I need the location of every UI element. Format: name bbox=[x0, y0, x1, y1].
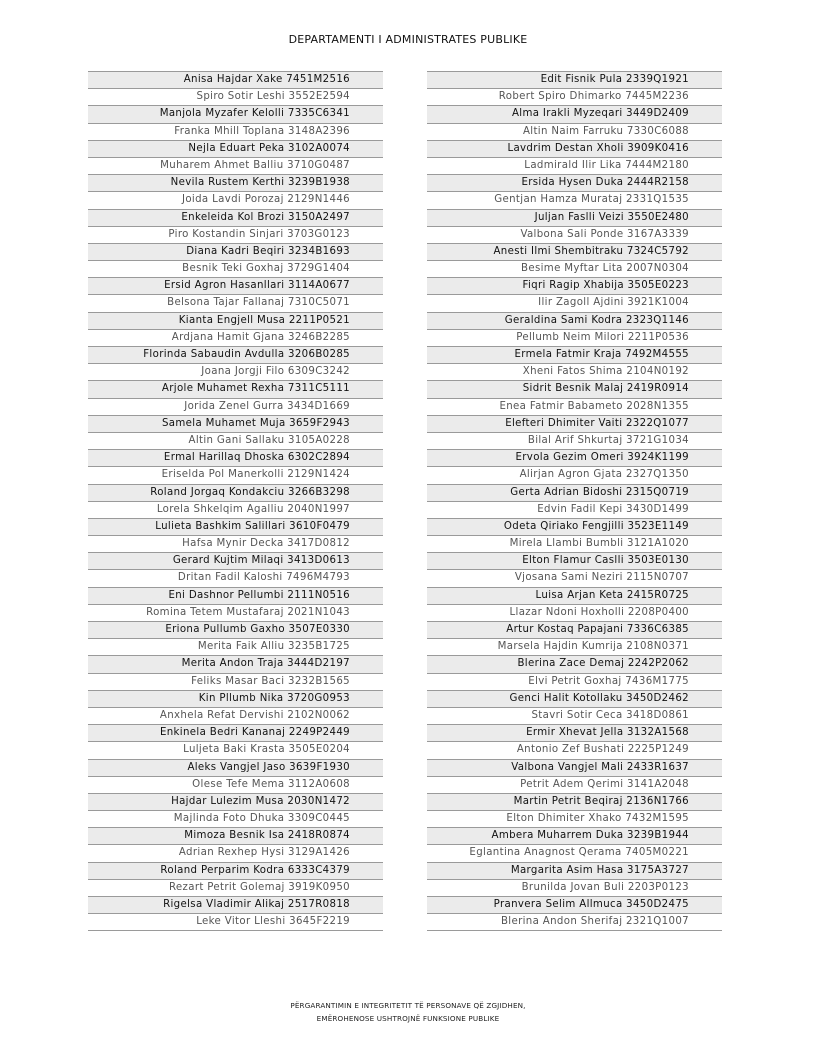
list-item: Romina Tetem Mustafaraj 2021N1043 bbox=[88, 605, 383, 622]
list-item: Besime Myftar Lita 2007N0304 bbox=[427, 261, 722, 278]
list-item: Merita Faik Alliu 3235B1725 bbox=[88, 639, 383, 656]
list-item: Roland Perparim Kodra 6333C4379 bbox=[88, 863, 383, 880]
list-item: Gentjan Hamza Murataj 2331Q1535 bbox=[427, 192, 722, 209]
list-item: Lavdrim Destan Xholi 3909K0416 bbox=[427, 141, 722, 158]
list-item: Kianta Engjell Musa 2211P0521 bbox=[88, 313, 383, 330]
list-item: Genci Halit Kotollaku 3450D2462 bbox=[427, 691, 722, 708]
list-item: Joana Jorgji Filo 6309C3242 bbox=[88, 364, 383, 381]
list-item: Adrian Rexhep Hysi 3129A1426 bbox=[88, 845, 383, 862]
list-item: Besnik Teki Goxhaj 3729G1404 bbox=[88, 261, 383, 278]
list-item: Antonio Zef Bushati 2225P1249 bbox=[427, 742, 722, 759]
list-item: Ladmirald Ilir Lika 7444M2180 bbox=[427, 158, 722, 175]
list-item: Petrit Adem Qerimi 3141A2048 bbox=[427, 777, 722, 794]
list-item: Juljan Faslli Veizi 3550E2480 bbox=[427, 210, 722, 227]
list-item: Blerina Zace Demaj 2242P2062 bbox=[427, 656, 722, 673]
list-item: Fiqri Ragip Xhabija 3505E0223 bbox=[427, 278, 722, 295]
list-item: Elefteri Dhimiter Vaiti 2322Q1077 bbox=[427, 416, 722, 433]
list-item: Margarita Asim Hasa 3175A3727 bbox=[427, 863, 722, 880]
list-item: Merita Andon Traja 3444D2197 bbox=[88, 656, 383, 673]
list-item: Feliks Masar Baci 3232B1565 bbox=[88, 674, 383, 691]
list-item: Eriselda Pol Manerkolli 2129N1424 bbox=[88, 467, 383, 484]
list-item: Spiro Sotir Leshi 3552E2594 bbox=[88, 89, 383, 106]
list-item: Alma Irakli Myzeqari 3449D2409 bbox=[427, 106, 722, 123]
footer-line-2: EMËROHENOSE USHTROJNË FUNKSIONE PUBLIKE bbox=[316, 1014, 500, 1023]
list-item: Ersid Agron Hasanllari 3114A0677 bbox=[88, 278, 383, 295]
list-item: Manjola Myzafer Kelolli 7335C6341 bbox=[88, 106, 383, 123]
list-item: Ermir Xhevat Jella 3132A1568 bbox=[427, 725, 722, 742]
list-item: Piro Kostandin Sinjari 3703G0123 bbox=[88, 227, 383, 244]
list-item: Elvi Petrit Goxhaj 7436M1775 bbox=[427, 674, 722, 691]
list-item: Edit Fisnik Pula 2339Q1921 bbox=[427, 72, 722, 89]
list-item: Nevila Rustem Kerthi 3239B1938 bbox=[88, 175, 383, 192]
list-item: Hajdar Lulezim Musa 2030N1472 bbox=[88, 794, 383, 811]
list-item: Jorida Zenel Gurra 3434D1669 bbox=[88, 399, 383, 416]
list-item: Aleks Vangjel Jaso 3639F1930 bbox=[88, 760, 383, 777]
list-item: Elton Flamur Caslli 3503E0130 bbox=[427, 553, 722, 570]
list-item: Dritan Fadil Kaloshi 7496M4793 bbox=[88, 570, 383, 587]
list-item: Pellumb Neim Milori 2211P0536 bbox=[427, 330, 722, 347]
list-item: Luljeta Baki Krasta 3505E0204 bbox=[88, 742, 383, 759]
list-item: Olese Tefe Mema 3112A0608 bbox=[88, 777, 383, 794]
list-item: Mimoza Besnik Isa 2418R0874 bbox=[88, 828, 383, 845]
list-item: Blerina Andon Sherifaj 2321Q1007 bbox=[427, 914, 722, 931]
list-item: Mirela Llambi Bumbli 3121A1020 bbox=[427, 536, 722, 553]
list-item: Eni Dashnor Pellumbi 2111N0516 bbox=[88, 588, 383, 605]
list-item: Enkinela Bedri Kananaj 2249P2449 bbox=[88, 725, 383, 742]
list-item: Anxhela Refat Dervishi 2102N0062 bbox=[88, 708, 383, 725]
list-item: Florinda Sabaudin Avdulla 3206B0285 bbox=[88, 347, 383, 364]
list-item: Rigelsa Vladimir Alikaj 2517R0818 bbox=[88, 897, 383, 914]
right-name-column bbox=[427, 71, 722, 931]
list-item: Xheni Fatos Shima 2104N0192 bbox=[427, 364, 722, 381]
list-item: Eriona Pullumb Gaxho 3507E0330 bbox=[88, 622, 383, 639]
list-item: Ambera Muharrem Duka 3239B1944 bbox=[427, 828, 722, 845]
page-footer bbox=[0, 999, 816, 1025]
list-item: Stavri Sotir Ceca 3418D0861 bbox=[427, 708, 722, 725]
list-item: Marsela Hajdin Kumrija 2108N0371 bbox=[427, 639, 722, 656]
list-item: Kin Pllumb Nika 3720G0953 bbox=[88, 691, 383, 708]
list-item: Diana Kadri Beqiri 3234B1693 bbox=[88, 244, 383, 261]
list-item: Samela Muhamet Muja 3659F2943 bbox=[88, 416, 383, 433]
list-item: Franka Mhill Toplana 3148A2396 bbox=[88, 124, 383, 141]
list-item: Ardjana Hamit Gjana 3246B2285 bbox=[88, 330, 383, 347]
list-item: Joida Lavdi Porozaj 2129N1446 bbox=[88, 192, 383, 209]
list-item: Brunilda Jovan Buli 2203P0123 bbox=[427, 880, 722, 897]
list-item: Ersida Hysen Duka 2444R2158 bbox=[427, 175, 722, 192]
list-item: Gerard Kujtim Milaqi 3413D0613 bbox=[88, 553, 383, 570]
list-item: Leke Vitor Lleshi 3645F2219 bbox=[88, 914, 383, 931]
list-item: Alirjan Agron Gjata 2327Q1350 bbox=[427, 467, 722, 484]
list-item: Roland Jorgaq Kondakciu 3266B3298 bbox=[88, 485, 383, 502]
list-item: Gerta Adrian Bidoshi 2315Q0719 bbox=[427, 485, 722, 502]
list-item: Robert Spiro Dhimarko 7445M2236 bbox=[427, 89, 722, 106]
list-item: Eglantina Anagnost Qerama 7405M0221 bbox=[427, 845, 722, 862]
list-item: Majlinda Foto Dhuka 3309C0445 bbox=[88, 811, 383, 828]
list-item: Luisa Arjan Keta 2415R0725 bbox=[427, 588, 722, 605]
list-item: Nejla Eduart Peka 3102A0074 bbox=[88, 141, 383, 158]
list-item: Anesti Ilmi Shembitraku 7324C5792 bbox=[427, 244, 722, 261]
list-item: Ermela Fatmir Kraja 7492M4555 bbox=[427, 347, 722, 364]
list-item: Edvin Fadil Kepi 3430D1499 bbox=[427, 502, 722, 519]
list-item: Vjosana Sami Neziri 2115N0707 bbox=[427, 570, 722, 587]
list-item: Belsona Tajar Fallanaj 7310C5071 bbox=[88, 295, 383, 312]
list-item: Sidrit Besnik Malaj 2419R0914 bbox=[427, 381, 722, 398]
list-item: Martin Petrit Beqiraj 2136N1766 bbox=[427, 794, 722, 811]
list-item: Arjole Muhamet Rexha 7311C5111 bbox=[88, 381, 383, 398]
list-item: Altin Naim Farruku 7330C6088 bbox=[427, 124, 722, 141]
list-item: Hafsa Mynir Decka 3417D0812 bbox=[88, 536, 383, 553]
list-item: Ilir Zagoll Ajdini 3921K1004 bbox=[427, 295, 722, 312]
page-title: DEPARTAMENTI I ADMINISTRATES PUBLIKE bbox=[288, 33, 528, 46]
list-item: Ermal Harillaq Dhoska 6302C2894 bbox=[88, 450, 383, 467]
list-item: Valbona Sali Ponde 3167A3339 bbox=[427, 227, 722, 244]
list-item: Odeta Qiriako Fengjilli 3523E1149 bbox=[427, 519, 722, 536]
list-item: Elton Dhimiter Xhako 7432M1595 bbox=[427, 811, 722, 828]
list-item: Rezart Petrit Golemaj 3919K0950 bbox=[88, 880, 383, 897]
list-item: Artur Kostaq Papajani 7336C6385 bbox=[427, 622, 722, 639]
list-item: Enkeleida Kol Brozi 3150A2497 bbox=[88, 210, 383, 227]
list-item: Valbona Vangjel Mali 2433R1637 bbox=[427, 760, 722, 777]
left-name-column bbox=[88, 71, 383, 931]
list-item: Pranvera Selim Allmuca 3450D2475 bbox=[427, 897, 722, 914]
list-item: Muharem Ahmet Balliu 3710G0487 bbox=[88, 158, 383, 175]
list-item: Lulieta Bashkim Salillari 3610F0479 bbox=[88, 519, 383, 536]
list-item: Llazar Ndoni Hoxholli 2208P0400 bbox=[427, 605, 722, 622]
footer-line-1: PËRGARANTIMIN E INTEGRITETIT TË PERSONAVE QË ZGJIDHEN, bbox=[290, 1001, 526, 1010]
list-item: Ervola Gezim Omeri 3924K1199 bbox=[427, 450, 722, 467]
list-item: Altin Gani Sallaku 3105A0228 bbox=[88, 433, 383, 450]
list-item: Anisa Hajdar Xake 7451M2516 bbox=[88, 72, 383, 89]
list-item: Geraldina Sami Kodra 2323Q1146 bbox=[427, 313, 722, 330]
list-item: Enea Fatmir Babameto 2028N1355 bbox=[427, 399, 722, 416]
list-item: Bilal Arif Shkurtaj 3721G1034 bbox=[427, 433, 722, 450]
list-item: Lorela Shkelqim Agalliu 2040N1997 bbox=[88, 502, 383, 519]
